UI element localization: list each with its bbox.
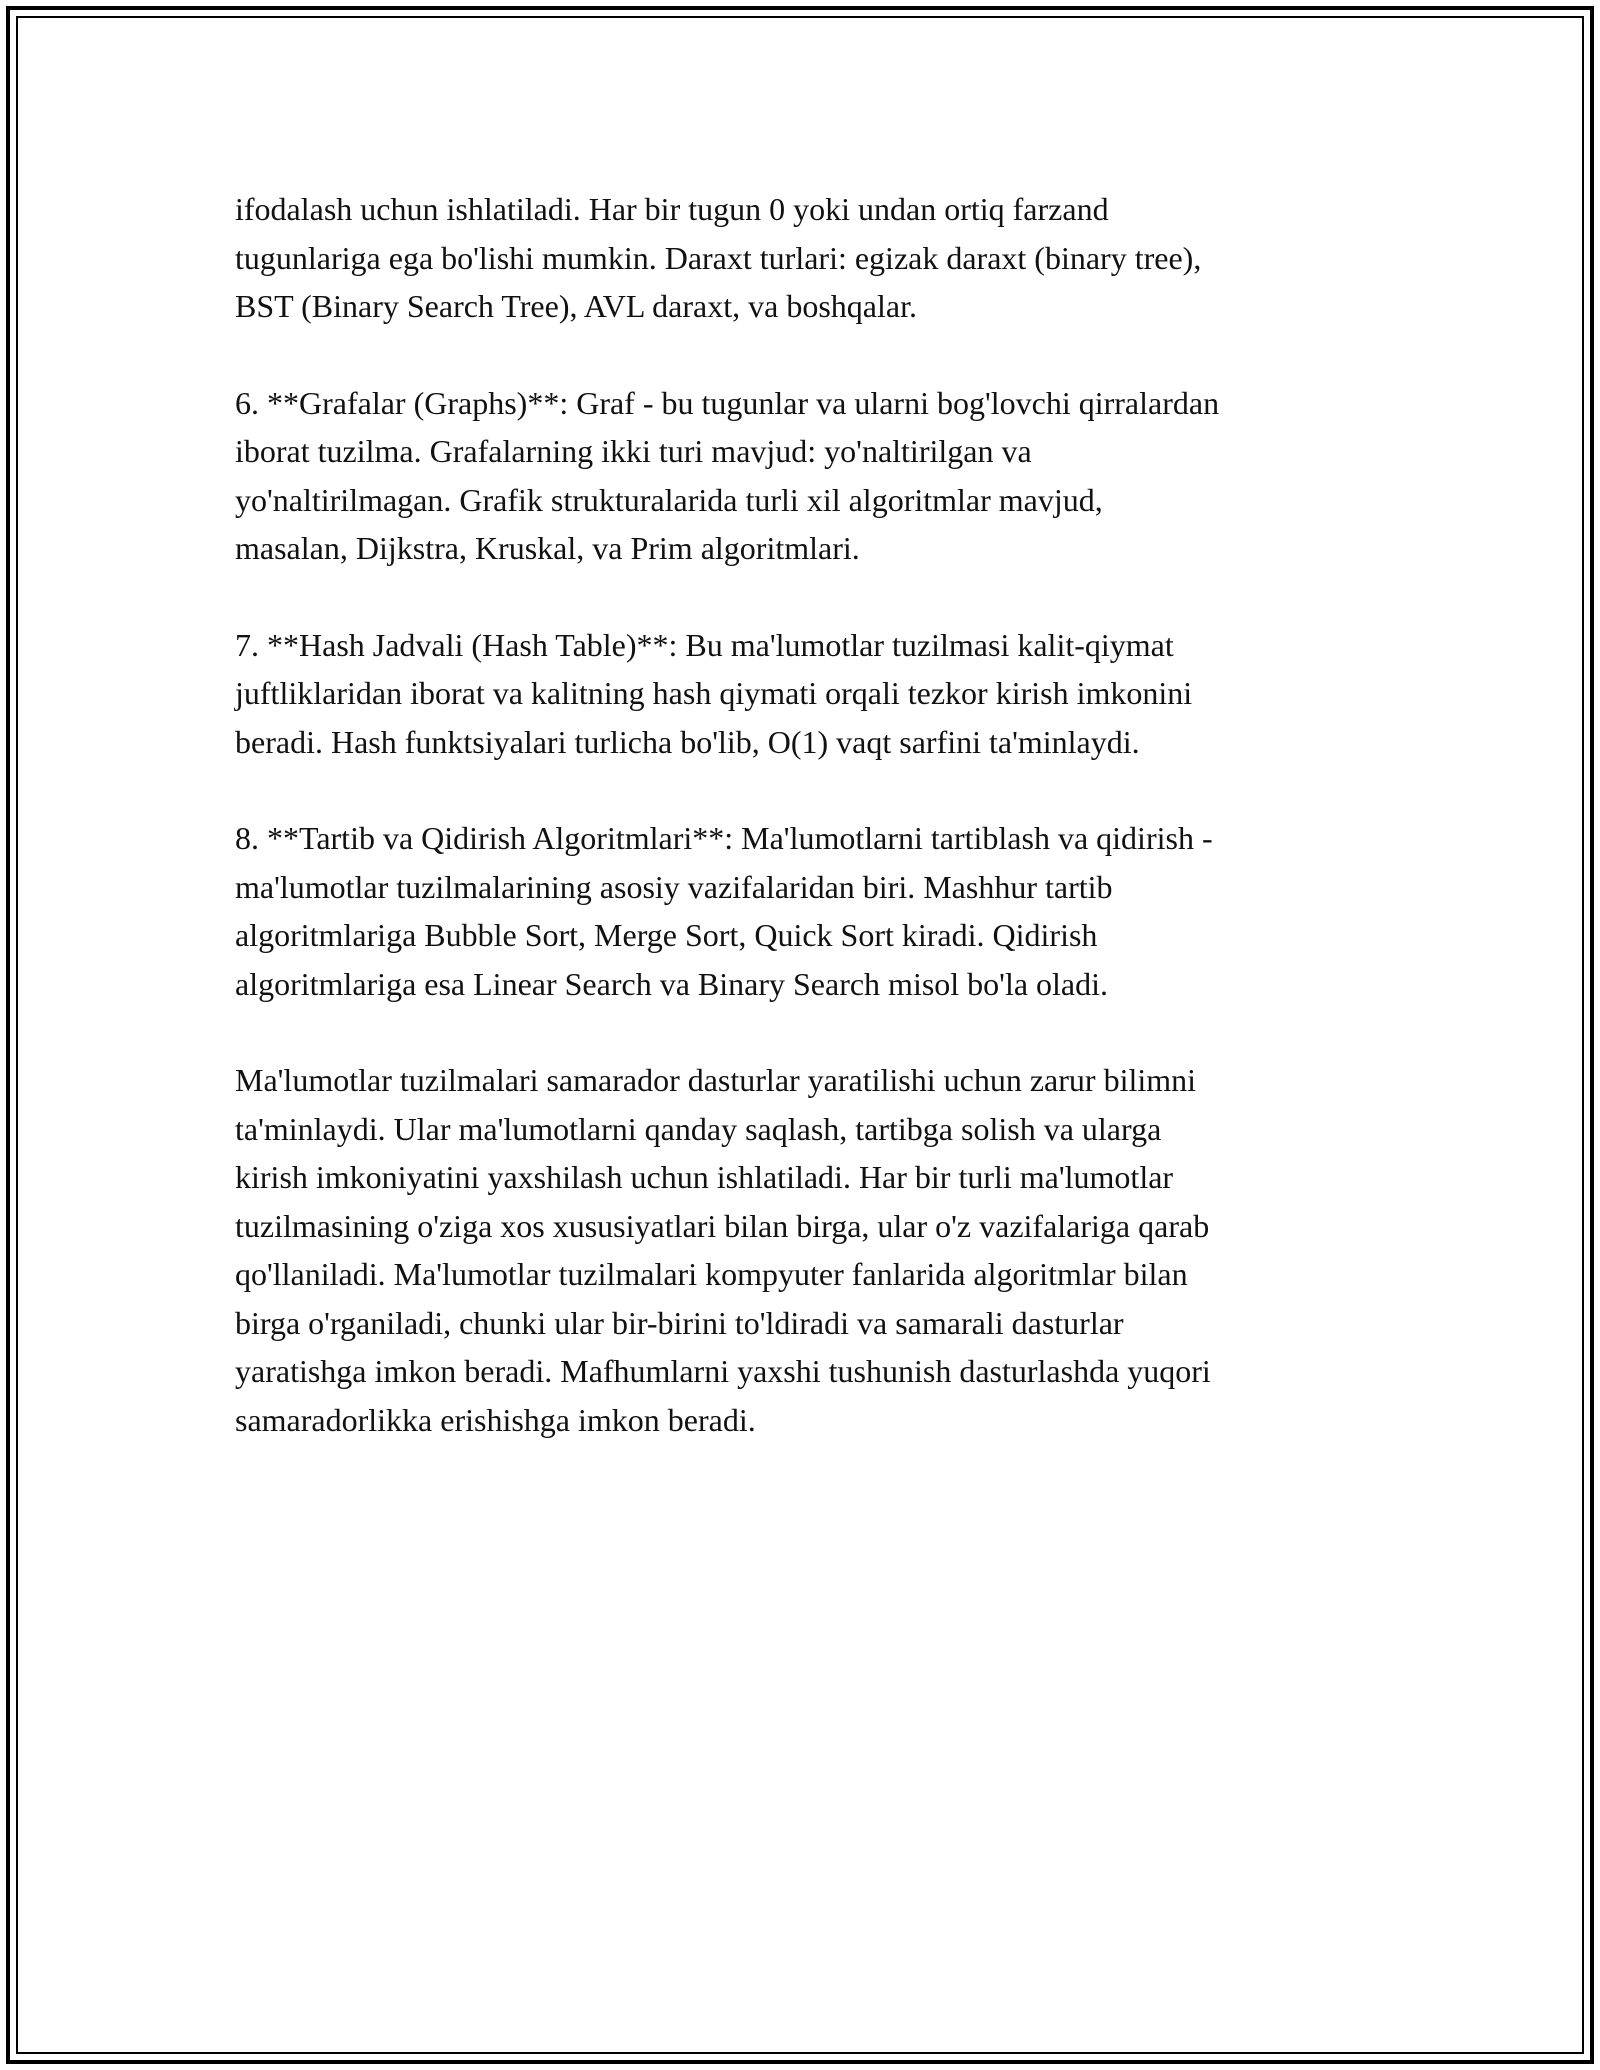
paragraph-graphs: 6. **Grafalar (Graphs)**: Graf - bu tugunlar va ularni bog'lovchi qirralardan iborat tuzilma. Grafalarning ikki turi mavjud: yo'naltirilgan va yo'naltirilmagan. Grafik strukturalarida turli xil algoritmlar mavjud, masalan, Dijkstra, Kruskal, va Prim algoritmlari. [235,384,1220,566]
document-body [235,185,1385,1492]
paragraph-hash-table: 7. **Hash Jadvali (Hash Table)**: Bu ma'lumotlar tuzilmasi kalit-qiymat juftliklaridan iborat va kalitning hash qiymati orqali tezkor kirish imkonini beradi. Hash funktsiyalari turlicha bo'lib, O(1) vaqt sarfini ta'minlaydi. [235,626,1193,760]
paragraph-trees-continued: ifodalash uchun ishlatiladi. Har bir tugun 0 yoki undan ortiq farzand tugunlariga ega bo'lishi mumkin. Daraxt turlari: egizak daraxt (binary tree), BST (Binary Search Tree), AVL daraxt, va boshqalar. [235,191,1202,324]
paragraph-conclusion: Ma'lumotlar tuzilmalari samarador dasturlar yaratilishi uchun zarur bilimni ta'minlaydi. Ular ma'lumotlarni qanday saqlash, tartibga solish va ularga kirish imkoniyatini yaxshilash uchun ishlatiladi. Har bir turli ma'lumotlar tuzilmasining o'ziga xos xususiyatlari bilan birga, ular o'z vazifalariga qarab qo'llaniladi. Ma'lumotlar tuzilmalari kompyuter fanlarida algoritmlar bilan birga o'rganiladi, chunki ular bir-birini to'ldiradi va samarali dasturlar yaratishga imkon beradi. Mafhumlarni yaxshi tushunish dasturlashda yuqori samaradorlikka erishishga imkon beradi. [235,1062,1211,1438]
paragraph-sort-search-algorithms: 8. **Tartib va Qidirish Algoritmlari**: Ma'lumotlarni tartiblash va qidirish - ma'lumotlar tuzilmalarining asosiy vazifalaridan biri. Mashhur tartib algoritmlariga Bubble Sort, Merge Sort, Quick Sort kiradi. Qidirish algoritmlariga esa Linear Search va Binary Search misol bo'la oladi. [235,820,1213,1002]
